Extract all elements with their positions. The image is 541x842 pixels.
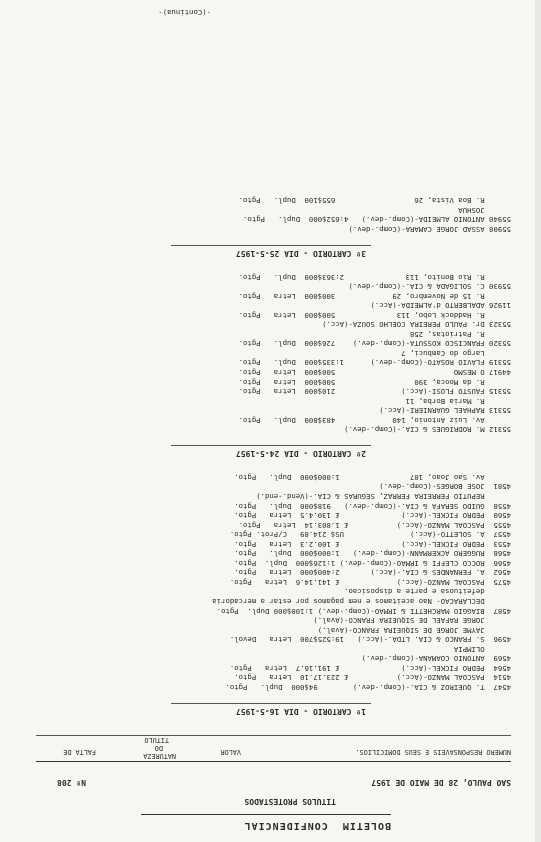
col-titulo: TITULO xyxy=(144,736,169,744)
record-line: DECLARACAO- Nao aceitamos e nem pagamos por estar a mercadoria xyxy=(212,597,511,607)
header-rule-bottom xyxy=(36,735,511,736)
record-line: R. 15 de Novembro, 29 300$000 Letra Pgto. xyxy=(238,291,511,301)
col-valor: VALOR xyxy=(220,748,241,756)
record-line: 4575 PASCOAL MANZO-(Acc.) £ 141.14.6 Letra Pgto. xyxy=(229,577,511,587)
continued-note: -(Continua)- xyxy=(158,8,211,17)
title-underline xyxy=(141,814,391,815)
record-line: 4547 T. QUEIROZ & CIA.-(Comp.-dev.) 94$000 Dupl. Pgto. xyxy=(225,683,511,692)
record-line: Av. Luiz Antonio, 140 483$800 Dupl. Pgto. xyxy=(238,415,511,425)
record-line: 44917 O MESMO 500$000 Letra Pgto. xyxy=(238,368,511,378)
scan-edge xyxy=(535,0,541,842)
bulletin-number: Nº 208 xyxy=(57,778,86,787)
section-heading: 3º CARTORIO - DIA 25-5-1957 xyxy=(235,249,366,258)
section-underline xyxy=(171,703,371,704)
record-line: REPUTIO FERREIRA FERRAZ, SEGURAS & CIA.-(Vend.-end.) xyxy=(256,492,511,501)
record-line: 4587 BIAGGIO MARCHETTI & IRMAO-(Comp.-dev.) 1:100$000 Dupl. Pgto. xyxy=(216,606,511,616)
record-line: JOSHUA xyxy=(458,205,511,215)
record-line: 4569 ANTONIO COAMANA-(Comp.-dev.) xyxy=(361,654,511,664)
record-line: 55319 FLAVIO ROSATO-(Comp.-dev.) 1:335$000 Dupl. Pgto. xyxy=(238,358,511,368)
record-line: 4560 PEDRO FICKEL-(Acc.) £ 130.4.5 Letra Pgto. xyxy=(234,511,511,521)
record-line: JORGE RAFAEL DE SIQUEIRA FRANCO-(Aval.) xyxy=(313,616,511,626)
record-line: 4566 ROCCO CLEFFI & IRMAO-(Comp.-dev.) 1:126$000 Dupl. Pgto. xyxy=(234,558,511,568)
record-line: 55315 FAUSTO FLOSI-(Acc.) 210$000 Letra Pgto. xyxy=(238,387,511,397)
record-line: 4596 S. FRANCO & CIA. LTDA.-(Acc.) 19:525$700 Letra Devol. xyxy=(229,635,511,645)
record-line: 4564 PEDRO FICKEL-(Acc.) £ 191.16.7 Letra Pgto. xyxy=(229,663,511,673)
record-line: 4514 PASCOAL MANZO-(Acc.) £ 223.17.10 Letra Pgto. xyxy=(234,673,511,683)
record-line: 55313 RAPHAEL GUARNIERI-(Acc.) xyxy=(379,406,511,416)
record-line: 55323 Dr. PAULO PEREIRA COELHO SOUZA-(Acc.) xyxy=(322,320,511,330)
record-line: 4562 A. FERNANDES & CIA.-(Acc.) 2:400$000 Letra Pgto. xyxy=(234,568,511,578)
record-line: 55908 ASSAD JORGE CAMARA-(Comp.-dev.) xyxy=(348,225,511,234)
record-line: 4568 RUGGERO ACKERMANN-(Comp.-dev.) 1:000$000 Dupl. Pgto. xyxy=(234,549,511,559)
col-do: DO xyxy=(154,744,163,752)
record-line: 4553 PEDRO FICKEL-(Acc.) £ 100.2.3 Letra Pgto. xyxy=(234,539,511,549)
bulletin-date: SAO PAULO, 28 DE MAIO DE 1957 xyxy=(371,778,511,787)
record-line: 4555 PASCOAL MANZO-(Acc.) £ 1.803.14 Letra Pgto. xyxy=(238,520,511,530)
record-line: Largo do Cambuci, 7 xyxy=(401,348,511,358)
record-line: R. Patriotas, 258 xyxy=(409,329,511,339)
section-underline xyxy=(171,445,371,446)
col-falta: FALTA DE xyxy=(63,748,96,756)
col-natureza: NATUREZA xyxy=(143,752,176,760)
record-line: R. Haddock Lobo, 113 500$000 Letra Pgto. xyxy=(238,310,511,320)
col-responsaveis: NUMERO RESPONSAVEIS E SEUS DOMICILIOS. xyxy=(355,748,511,756)
record-line: 4558 GUIDO SERAFA & CIA.-(Comp.-dev.) 918$000 Dupl. Pgto. xyxy=(234,501,511,511)
record-line: 55930 C. SOLIGADA & CIA.-(Comp.-dev.) xyxy=(348,282,511,292)
bulletin-subtitle: TITULOS PROTESTADOS xyxy=(244,797,336,806)
record-line: defeituosa e parte a disposicao. xyxy=(344,587,511,597)
record-line: 4557 A. SOLETTO-(Acc.) US$ 214.89 C/Prot. Pgto. xyxy=(229,530,511,540)
record-line: 4581 JOSE BORGES-(Comp.-dev.) xyxy=(379,482,511,492)
section-heading: 1º CARTORIO - DIA 16-5-1957 xyxy=(235,707,366,716)
record-line: Av. Sao Joao, 187 1:000$000 Dupl. Pgto. xyxy=(234,472,511,482)
record-line: R. Boa Vista, 26 655$100 Dupl. Pgto. xyxy=(238,196,511,206)
record-line: 11926 ADALBERTO d'ALMEIDA-(Acc.) xyxy=(370,301,511,311)
record-line: R. Maria Borba, 11 xyxy=(405,396,511,406)
record-line: R. Rio Bonito, 113 2:363$000 Dupl. Pgto. xyxy=(238,272,511,282)
section-heading: 2º CARTORIO - DIA 24-5-1957 xyxy=(235,449,366,459)
record-line: OLIMPIA xyxy=(453,644,511,654)
record-line: R. da Mooca, 390 500$000 Letra Pgto. xyxy=(238,377,511,387)
record-line: JAYME JORGE DE SIQUEIRA FRANCO-(Aval.) xyxy=(317,625,511,635)
record-line: 55940 ANTONIO ALMEIDA-(Comp.-dev.) 4:652$000 Dupl. Pgto. xyxy=(243,215,511,225)
record-line: 55312 M. RODRIGUES & CIA.-(Comp.-dev.) xyxy=(344,425,511,435)
bulletin-title: BOLETIM CONFIDENCIAL xyxy=(243,820,391,831)
section-underline xyxy=(171,245,371,246)
record-line: 55320 FRANCISCO KOSSUTA-(Comp.-dev.) 726$000 Dupl. Pgto. xyxy=(238,339,511,349)
header-rule-top xyxy=(36,761,511,762)
